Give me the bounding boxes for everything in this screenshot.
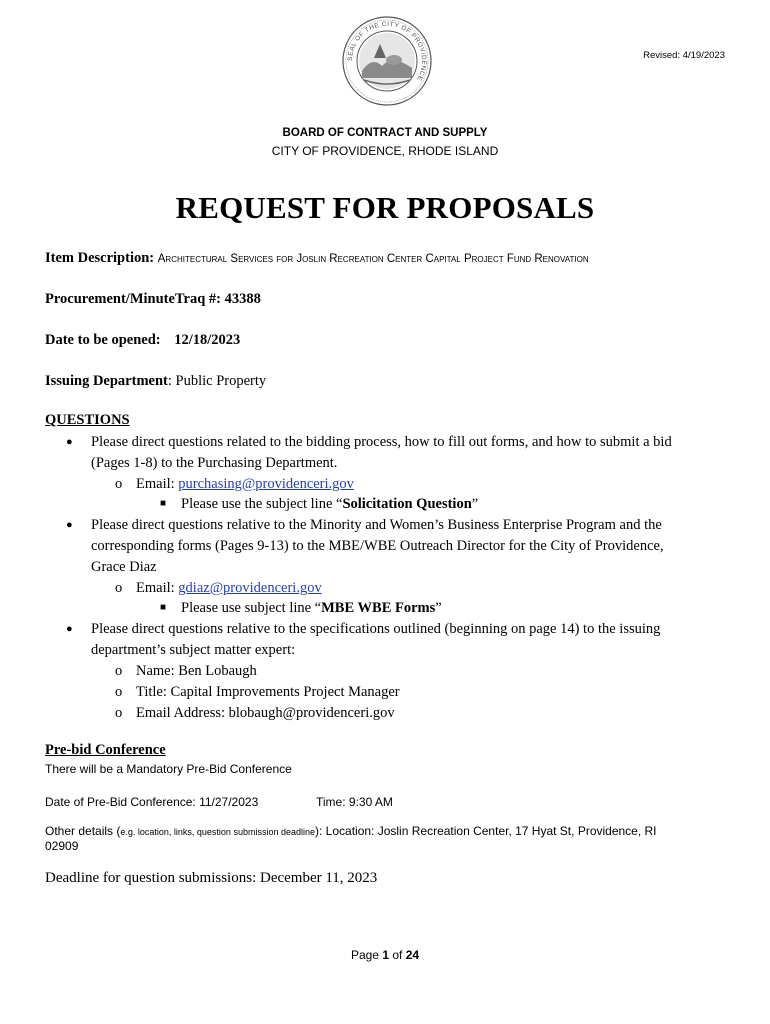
q3-line2: department’s subject matter expert: xyxy=(91,642,296,658)
q2-email-row xyxy=(136,580,322,597)
q2-email-label: Email: xyxy=(136,580,179,596)
city-seal-logo xyxy=(342,16,432,106)
circle-bullet-icon: o xyxy=(115,580,123,596)
q2-email-link[interactable]: gdiaz@providenceri.gov xyxy=(178,580,322,596)
circle-bullet-icon: o xyxy=(115,663,123,679)
circle-bullet-icon: o xyxy=(115,476,123,492)
q1-subject: Solicitation Question xyxy=(342,496,472,512)
bullet-icon: ● xyxy=(66,436,73,448)
q3-email: Email Address: blobaugh@providenceri.gov xyxy=(136,705,395,721)
page-of: of xyxy=(389,948,406,962)
date-opened-label: Date to be opened: xyxy=(45,332,161,348)
procurement-label: Procurement/MinuteTraq #: xyxy=(45,291,221,307)
q1-email-row xyxy=(136,476,354,493)
square-bullet-icon: ■ xyxy=(160,602,167,613)
q1-line2: (Pages 1-8) to the Purchasing Department. xyxy=(91,455,338,471)
questions-heading: QUESTIONS xyxy=(45,412,130,428)
item-description-label: Item Description: xyxy=(45,250,155,266)
prebid-location-line2: 02909 xyxy=(45,839,79,853)
q3-name: Name: Ben Lobaugh xyxy=(136,663,257,679)
q1-subject-post: ” xyxy=(471,496,479,512)
revised-date: Revised: 4/19/2023 xyxy=(643,50,725,61)
q1-line1: Please direct questions related to the bidding process, how to fill out forms, and how to submit a bid xyxy=(91,434,672,450)
svg-text:SEAL OF THE CITY OF PROVIDENCE: SEAL OF THE CITY OF PROVIDENCE xyxy=(346,20,428,82)
prebid-mandatory: There will be a Mandatory Pre-Bid Conference xyxy=(45,762,292,776)
issuing-department-label: Issuing Department xyxy=(45,373,168,389)
q1-subject-pre: Please use the subject line “ xyxy=(181,496,343,512)
q2-subject-post: ” xyxy=(435,600,442,616)
page-title: REQUEST FOR PROPOSALS xyxy=(175,190,595,225)
city-name: CITY OF PROVIDENCE, RHODE ISLAND xyxy=(271,144,499,158)
date-opened-value: 12/18/2023 xyxy=(174,332,241,348)
procurement-value: 43388 xyxy=(224,291,261,307)
q2-subject-pre: Please use subject line “ xyxy=(181,600,322,616)
page-label: Page xyxy=(350,948,383,962)
square-bullet-icon: ■ xyxy=(160,498,167,509)
board-name: BOARD OF CONTRACT AND SUPPLY xyxy=(282,127,488,139)
q2-line2: corresponding forms (Pages 9-13) to the MBE/WBE Outreach Director for the City of Providence, xyxy=(91,538,664,554)
prebid-other-details xyxy=(45,824,657,838)
page-number: 1 xyxy=(382,948,389,962)
q2-line1: Please direct questions relative to the Minority and Women’s Business Enterprise Program and the xyxy=(91,517,662,533)
item-description-value: Architectural Services for Joslin Recreation Center Capital Project Fund Renovation xyxy=(157,253,589,265)
q3-title: Title: Capital Improvements Project Manager xyxy=(136,684,400,700)
q1-email-link[interactable]: purchasing@providenceri.gov xyxy=(178,476,354,492)
bullet-icon: ● xyxy=(66,623,73,635)
prebid-other-label: Other details ( xyxy=(45,824,121,838)
date-opened xyxy=(45,332,240,349)
q2-subject: MBE WBE Forms xyxy=(321,600,436,616)
issuing-department xyxy=(45,373,266,390)
prebid-heading: Pre-bid Conference xyxy=(45,742,166,758)
procurement-number xyxy=(45,291,261,308)
question-deadline: Deadline for question submissions: December 11, 2023 xyxy=(45,870,378,886)
q3-line1: Please direct questions relative to the specifications outlined (beginning on page 14) to the issuing xyxy=(91,621,661,637)
item-description xyxy=(45,250,589,267)
circle-bullet-icon: o xyxy=(115,684,123,700)
q2-subject-row xyxy=(181,600,442,617)
bullet-icon: ● xyxy=(66,519,73,531)
page-total: 24 xyxy=(405,948,420,962)
q1-email-label: Email: xyxy=(136,476,179,492)
circle-bullet-icon: o xyxy=(115,705,123,721)
prebid-other-close: ): xyxy=(315,824,323,838)
prebid-date: Date of Pre-Bid Conference: 11/27/2023 xyxy=(45,795,259,809)
q2-line3: Grace Diaz xyxy=(91,559,157,575)
page-footer xyxy=(0,948,770,962)
prebid-other-hint: e.g. location, links, question submission deadline xyxy=(120,827,315,837)
issuing-department-value: : Public Property xyxy=(167,373,267,389)
prebid-time: Time: 9:30 AM xyxy=(316,795,393,809)
q1-subject-row xyxy=(181,496,478,513)
prebid-location: Location: Joslin Recreation Center, 17 Hyat St, Providence, RI xyxy=(322,824,657,838)
